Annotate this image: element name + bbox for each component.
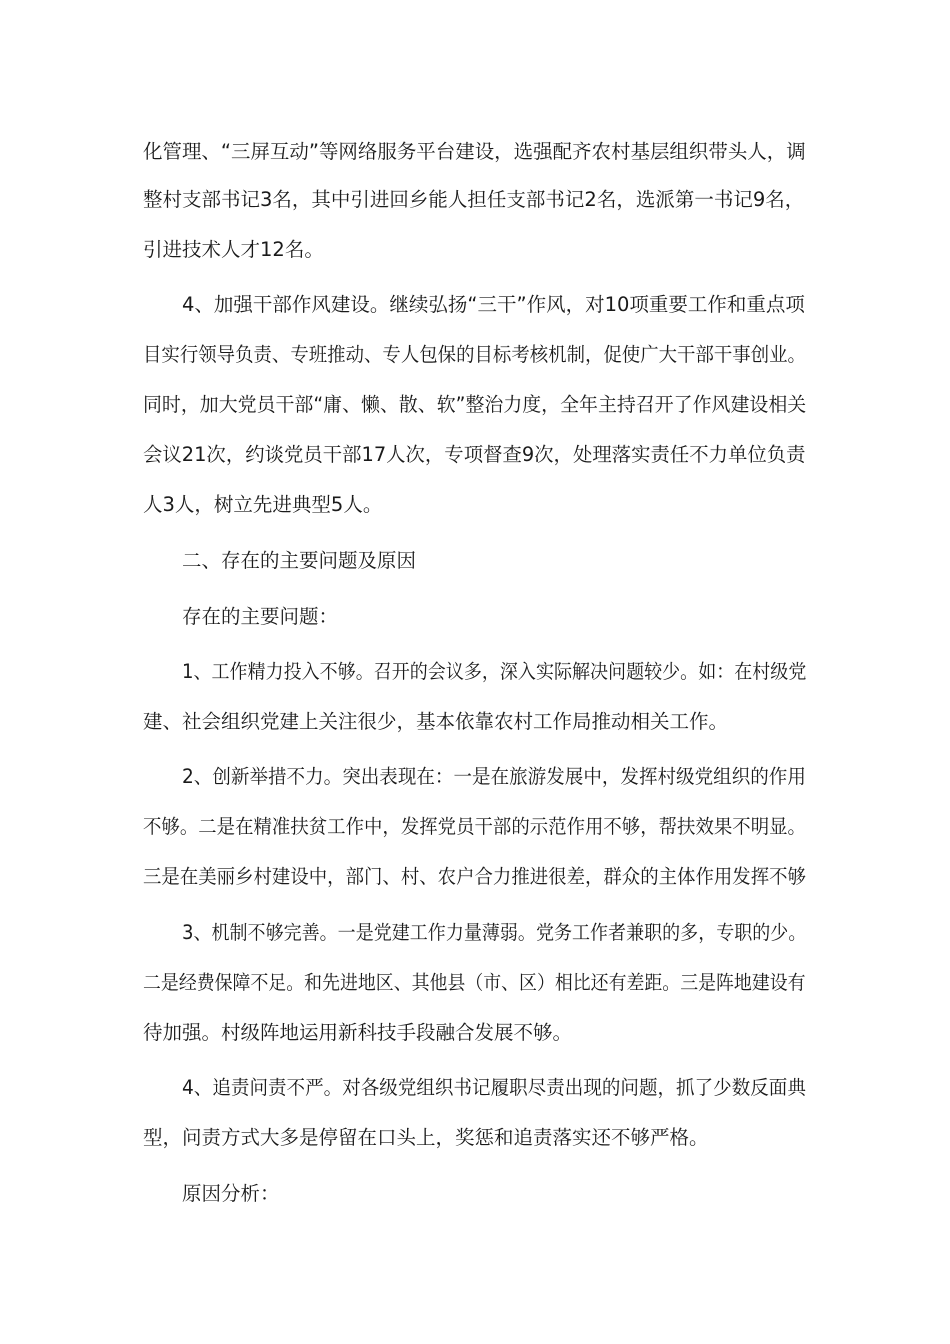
line-text: 建、社会组织党建上关注很少，基本依靠农村工作局推动相关工作。 (143, 710, 729, 733)
paragraph-line (0, 290, 950, 320)
line-text: 引进技术人才12名。 (143, 238, 324, 261)
paragraph-line (0, 657, 950, 687)
line-text: 二是经费保障不足。和先进地区、其他县（市、区）相比还有差距。三是阵地建设有 (143, 971, 806, 994)
line-text: 三是在美丽乡村建设中，部门、村、农户合力推进很差，群众的主体作用发挥不够 (143, 865, 806, 888)
line-text: 化管理、“三屏互动”等网络服务平台建设，选强配齐农村基层组织带头人，调 (143, 140, 806, 163)
paragraph-line (0, 340, 950, 370)
line-text: 人3人，树立先进典型5人。 (143, 493, 383, 516)
paragraph-line (0, 762, 950, 792)
line-text: 不够。二是在精准扶贫工作中，发挥党员干部的示范作用不够，帮扶效果不明显。 (143, 815, 806, 838)
line-text: 型，问责方式大多是停留在口头上，奖惩和追责落实还不够严格。 (143, 1126, 709, 1149)
paragraph-line (0, 440, 950, 470)
line-text: 整村支部书记3名，其中引进回乡能人担任支部书记2名，选派第一书记9名， (143, 188, 805, 211)
line-text: 待加强。村级阵地运用新科技手段融合发展不够。 (143, 1021, 573, 1044)
paragraph-line (0, 1073, 950, 1103)
paragraph-line (0, 812, 950, 842)
line-text: 2、创新举措不力。突出表现在：一是在旅游发展中，发挥村级党组织的作用 (182, 765, 806, 788)
subheading-text: 原因分析： (182, 1182, 280, 1205)
line-text: 1、工作精力投入不够。召开的会议多，深入实际解决问题较少。如：在村级党 (182, 660, 807, 683)
line-text: 目实行领导负责、专班推动、专人包保的目标考核机制，促使广大干部干事创业。 (143, 343, 806, 366)
subheading-text: 存在的主要问题： (182, 605, 339, 628)
line-text: 3、机制不够完善。一是党建工作力量薄弱。党务工作者兼职的多，专职的少。 (182, 921, 807, 944)
paragraph-line (0, 235, 950, 265)
heading-text: 二、存在的主要问题及原因 (182, 549, 417, 572)
line-text: 同时，加大党员干部“庸、懒、散、软”整治力度，全年主持召开了作风建设相关 (143, 393, 807, 416)
subheading (0, 602, 950, 632)
paragraph-line (0, 968, 950, 998)
line-text: 会议21次，约谈党员干部17人次，专项督查9次，处理落实责任不力单位负责 (143, 443, 806, 466)
subheading (0, 1179, 950, 1209)
paragraph-line (0, 390, 950, 420)
line-text: 4、加强干部作风建设。继续弘扬“三干”作风，对10项重要工作和重点项 (182, 293, 805, 316)
paragraph-line (0, 918, 950, 948)
paragraph-line (0, 490, 950, 520)
paragraph-line (0, 707, 950, 737)
paragraph-line (0, 862, 950, 892)
paragraph-line (0, 137, 950, 167)
paragraph-line (0, 185, 950, 215)
line-text: 4、追责问责不严。对各级党组织书记履职尽责出现的问题，抓了少数反面典 (182, 1076, 806, 1099)
paragraph-line (0, 1123, 950, 1153)
section-heading (0, 546, 950, 576)
paragraph-line (0, 1018, 950, 1048)
